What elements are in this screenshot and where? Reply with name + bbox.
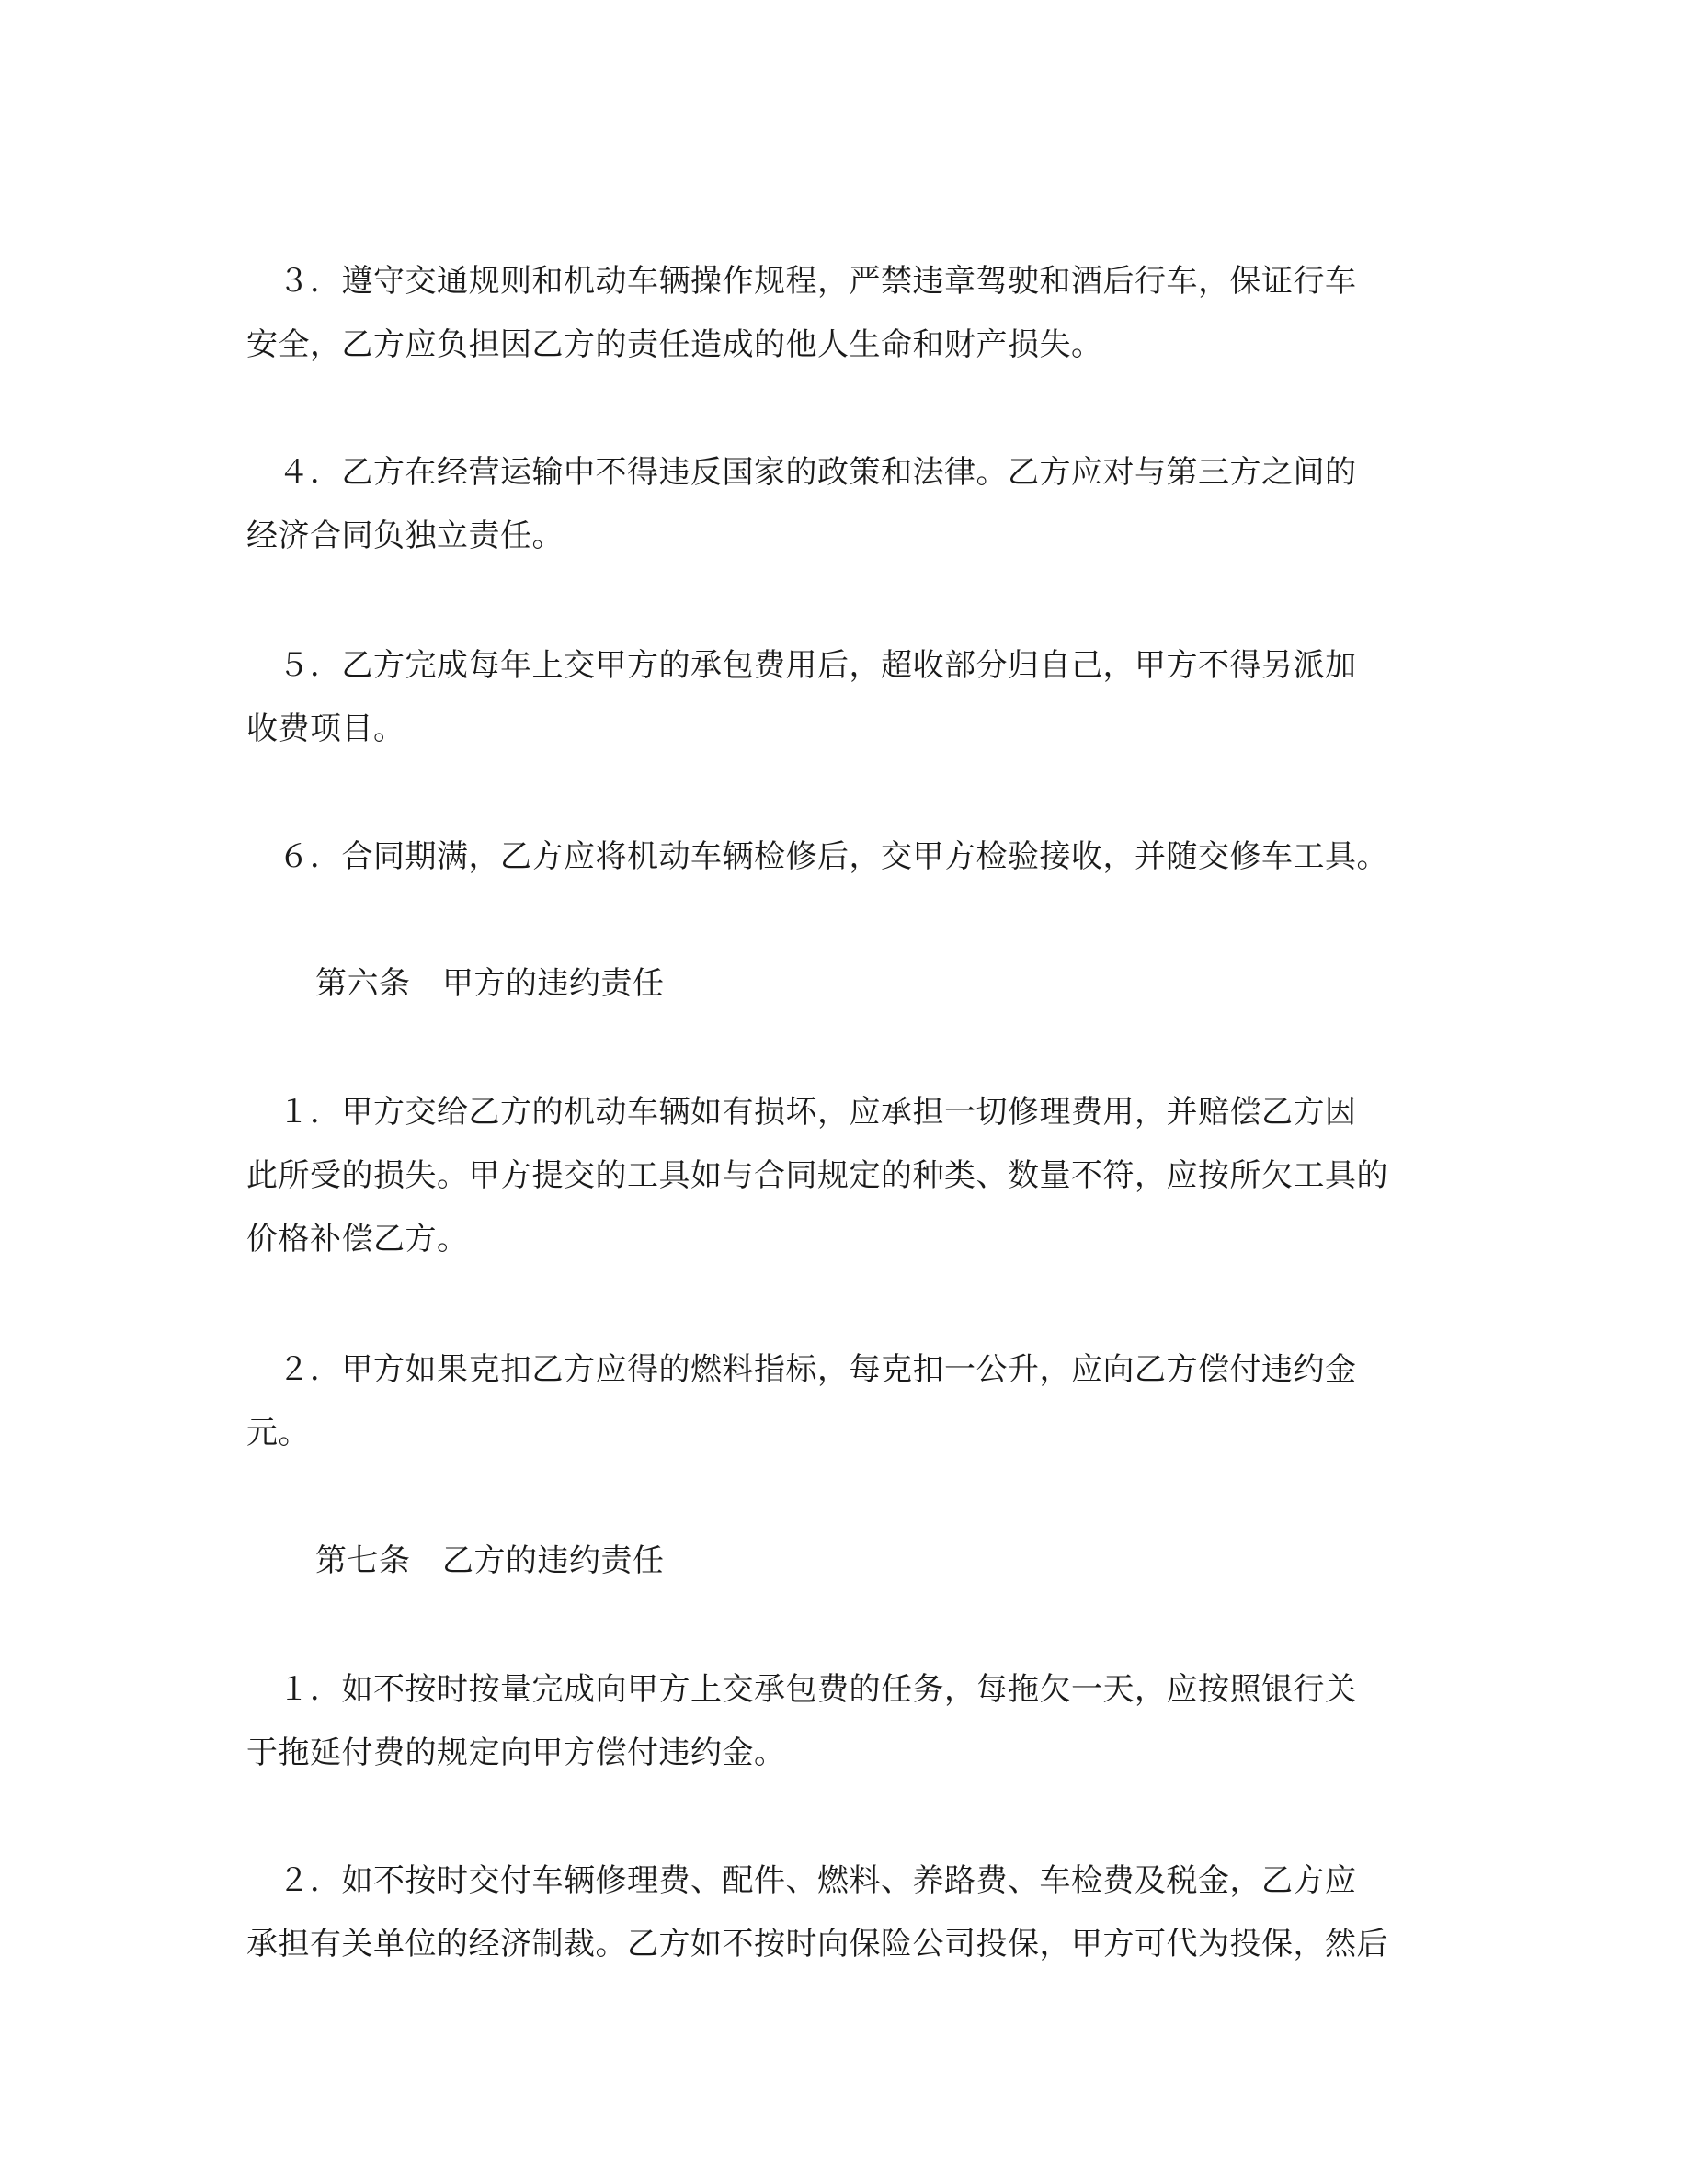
text-line: 价格补偿乙方。 xyxy=(246,1221,469,1257)
text-line: １．如不按时按量完成向甲方上交承包费的任务，每拖欠一天，应按照银行关 xyxy=(246,1671,1357,1708)
text-line: ３．遵守交通规则和机动车辆操作规程，严禁违章驾驶和酒后行车，保证行车 xyxy=(246,263,1357,300)
clause-6-item-1 xyxy=(246,1081,1432,1271)
clause-5-item-4 xyxy=(246,441,1432,568)
text-line: 此所受的损失。甲方提交的工具如与合同规定的种类、数量不符，应按所欠工具的 xyxy=(246,1157,1388,1194)
text-line: ４．乙方在经营运输中不得违反国家的政策和法律。乙方应对与第三方之间的 xyxy=(246,454,1357,491)
text-line: ２．甲方如果克扣乙方应得的燃料指标，每克扣一公升，应向乙方偿付违约金 xyxy=(246,1351,1357,1388)
clause-6-item-2 xyxy=(246,1338,1432,1465)
text-line: 安全，乙方应负担因乙方的责任造成的他人生命和财产损失。 xyxy=(246,326,1103,363)
text-line: 于拖延付费的规定向甲方偿付违约金。 xyxy=(246,1735,786,1771)
text-line: ５．乙方完成每年上交甲方的承包费用后，超收部分归自己，甲方不得另派加 xyxy=(246,647,1357,684)
clause-5-item-5 xyxy=(246,634,1432,761)
clause-5-item-3 xyxy=(246,250,1432,377)
article-6-heading: 第六条 甲方的违约责任 xyxy=(315,965,665,1002)
text-line: ６．合同期满，乙方应将机动车辆检修后，交甲方检验接收，并随交修车工具。 xyxy=(246,838,1388,875)
text-line: ２．如不按时交付车辆修理费、配件、燃料、养路费、车检费及税金，乙方应 xyxy=(246,1862,1357,1899)
clause-5-item-6 xyxy=(246,825,1432,889)
text-line: 承担有关单位的经济制裁。乙方如不按时向保险公司投保，甲方可代为投保，然后 xyxy=(246,1926,1388,1962)
article-7-heading: 第七条 乙方的违约责任 xyxy=(315,1542,665,1579)
clause-7-item-2 xyxy=(246,1849,1432,1976)
text-line: １．甲方交给乙方的机动车辆如有损坏，应承担一切修理费用，并赔偿乙方因 xyxy=(246,1094,1357,1131)
clause-7-item-1 xyxy=(246,1658,1432,1785)
text-line: 元。 xyxy=(246,1415,310,1451)
text-line: 经济合同负独立责任。 xyxy=(246,518,564,554)
text-line: 收费项目。 xyxy=(246,711,405,747)
